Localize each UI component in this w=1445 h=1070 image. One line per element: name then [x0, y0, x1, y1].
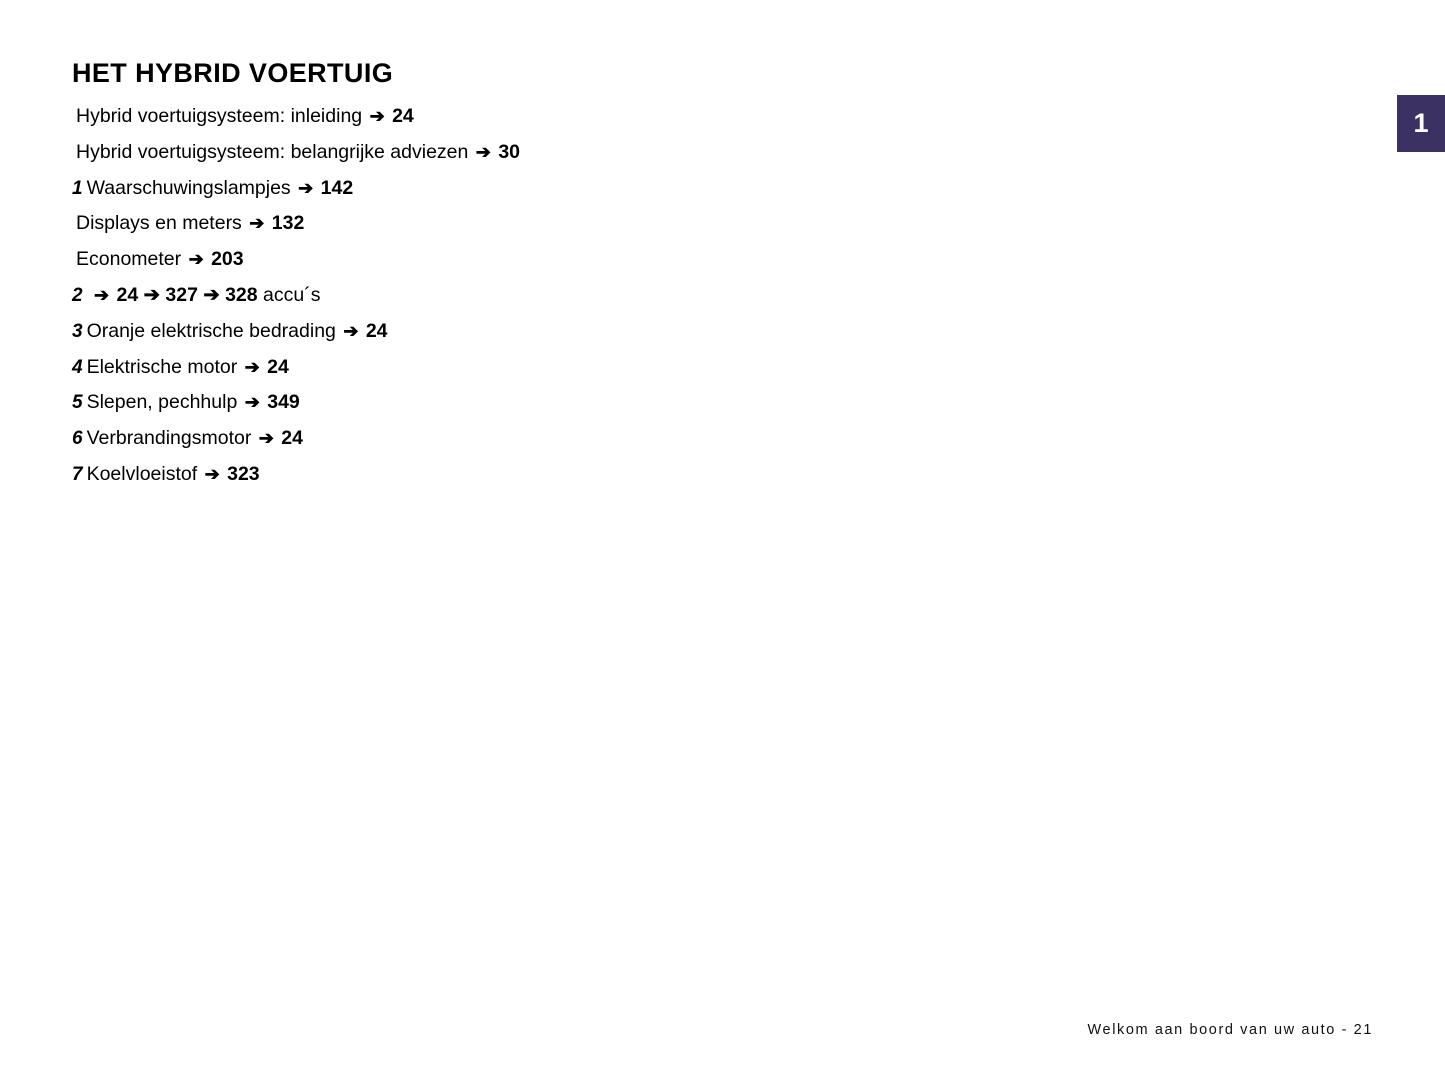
chapter-tab: 1 [1397, 95, 1445, 152]
arrow-icon: ➔ [244, 392, 260, 413]
toc-entry-number: 5 [72, 392, 83, 414]
toc-entry-page: 24 [365, 319, 388, 342]
toc-entry[interactable] [72, 135, 1272, 171]
toc-entry[interactable] [72, 314, 1272, 350]
toc-entry-page: 30 [498, 140, 521, 163]
toc-entry-suffix: accu´s [263, 283, 321, 306]
table-of-contents [72, 99, 1272, 493]
toc-entry-label: Econometer [76, 248, 182, 271]
toc-entry-number: 1 [72, 177, 83, 199]
toc-entry[interactable] [72, 206, 1272, 242]
toc-entry-number: 6 [72, 428, 83, 450]
arrow-icon: ➔ [249, 213, 265, 234]
arrow-icon: ➔ [204, 463, 220, 484]
arrow-icon: ➔ [94, 284, 110, 305]
toc-entry[interactable] [72, 350, 1272, 386]
toc-entry-page: 24 [392, 105, 414, 127]
toc-entry-label: Slepen, pechhulp [86, 391, 238, 414]
arrow-icon: ➔ [244, 356, 260, 377]
toc-entry-page: 142 [320, 176, 354, 199]
arrow-icon: ➔ [369, 106, 385, 126]
toc-entry[interactable] [72, 278, 1272, 314]
arrow-icon: ➔ [298, 177, 314, 198]
toc-entry-page: 132 [271, 212, 305, 235]
toc-entry-page: 24 ➔ 327 ➔ 328 [116, 283, 258, 306]
toc-entry-label: Waarschuwingslampjes [86, 176, 291, 199]
arrow-icon: ➔ [475, 141, 491, 162]
toc-entry[interactable] [72, 242, 1272, 278]
toc-entry-label: Displays en meters [76, 212, 242, 235]
toc-entry[interactable] [72, 421, 1272, 457]
toc-entry-label: Koelvloeistof [86, 462, 198, 485]
toc-entry-page: 323 [227, 462, 260, 485]
toc-entry-label: Elektrische motor [86, 355, 238, 378]
toc-entry-label: Verbrandingsmotor [86, 427, 252, 450]
toc-entry[interactable] [72, 457, 1272, 493]
toc-entry-page: 24 [281, 427, 303, 450]
toc-entry[interactable] [72, 171, 1272, 207]
toc-entry[interactable] [72, 99, 1272, 135]
toc-entry-label: Oranje elektrische bedrading [86, 319, 336, 342]
arrow-icon: ➔ [188, 249, 204, 270]
toc-entry-page: 203 [211, 248, 244, 271]
toc-entry-page: 24 [267, 355, 289, 378]
toc-entry-page: 349 [267, 391, 300, 414]
toc-entry-number: 3 [72, 320, 83, 342]
toc-entry-label: Hybrid voertuigsysteem: inleiding [76, 105, 363, 127]
toc-entry-number: 4 [72, 356, 83, 378]
toc-entry[interactable] [72, 385, 1272, 421]
toc-entry-label: Hybrid voertuigsysteem: belangrijke adviezen [76, 140, 469, 163]
page-title: HET HYBRID VOERTUIG [72, 58, 394, 89]
toc-entry-number: 7 [72, 463, 83, 485]
arrow-icon: ➔ [343, 320, 359, 341]
arrow-icon: ➔ [258, 428, 274, 449]
page-footer: Welkom aan boord van uw auto - 21 [1087, 1022, 1373, 1038]
toc-entry-number: 2 [72, 284, 83, 306]
